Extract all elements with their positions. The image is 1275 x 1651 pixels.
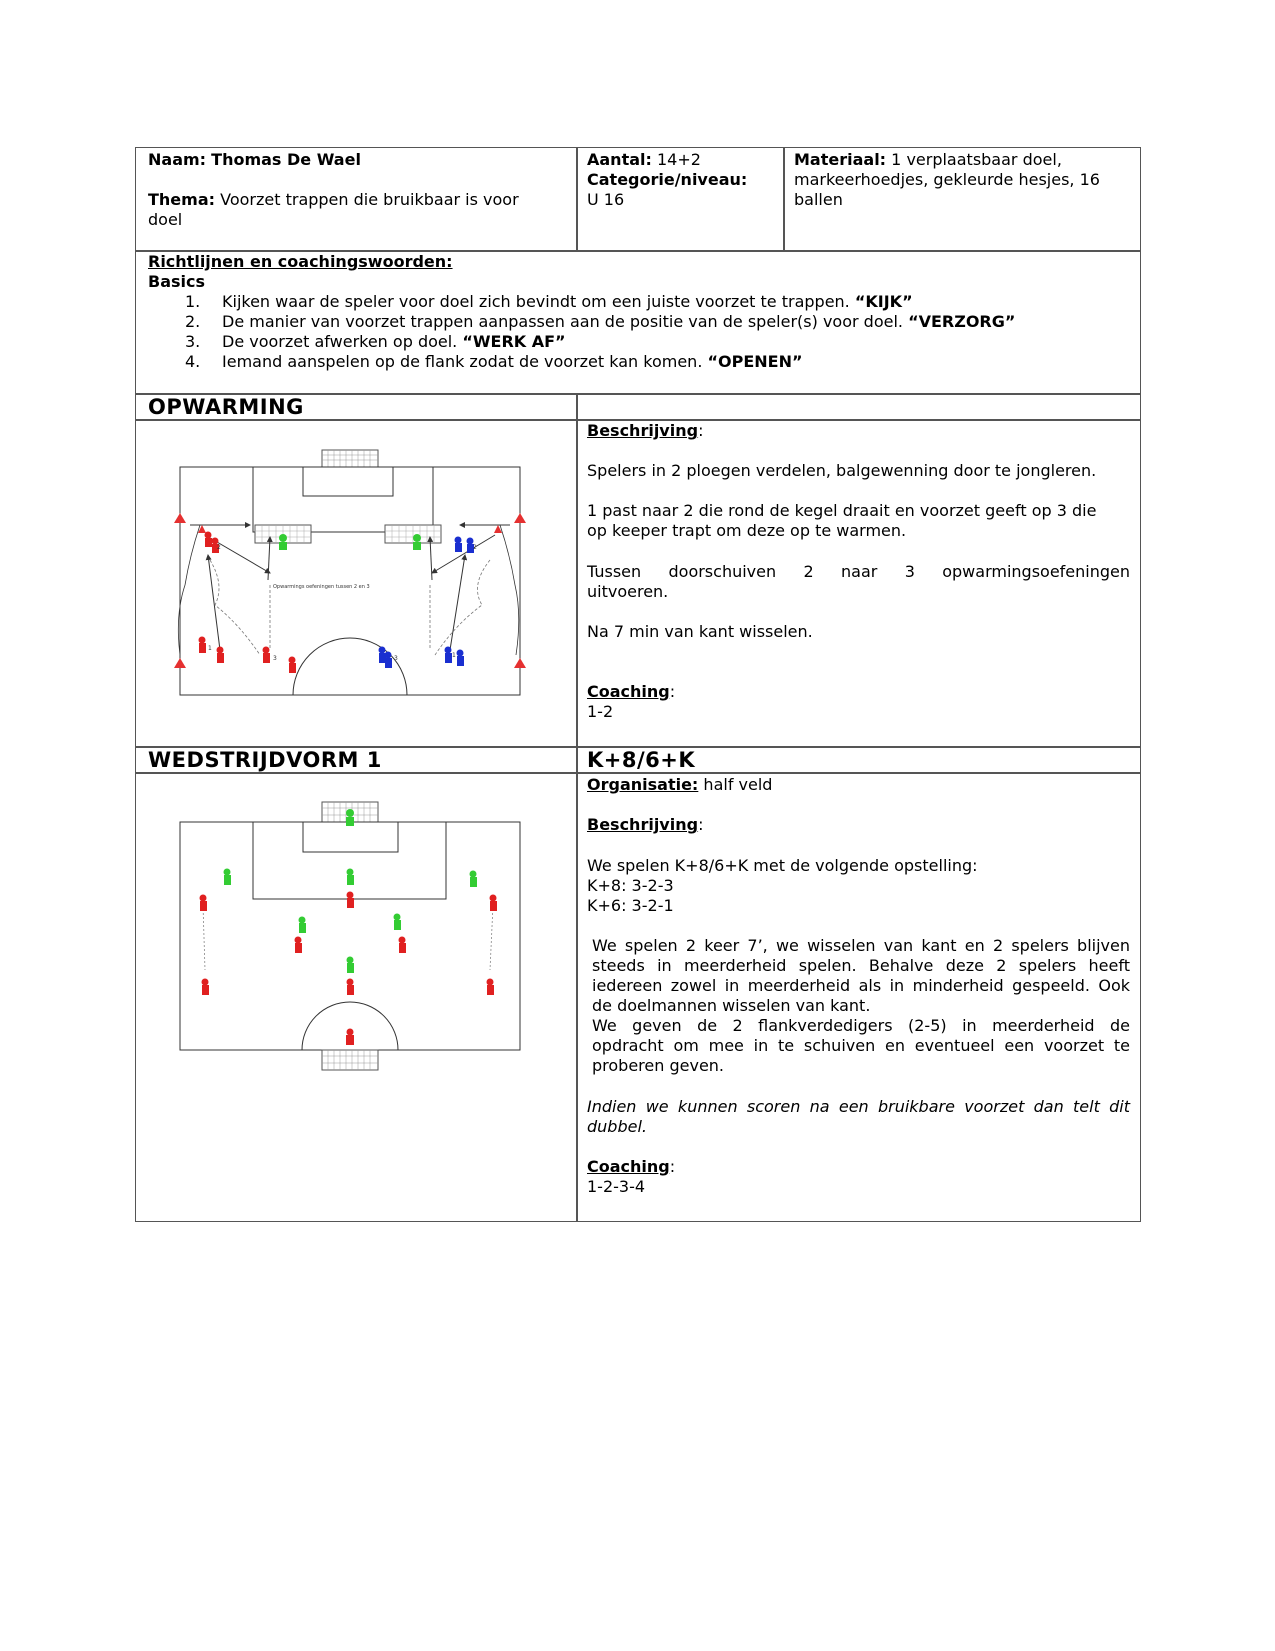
list-item-text: De manier van voorzet trappen aanpassen aan de positie van de speler(s) voor doel. [222,312,909,331]
thema-field [148,190,519,210]
goal-net-bottom [322,1050,378,1070]
aantal-value: 14+2 [657,150,701,169]
wv-p4-4: de doelmannen wisselen van kant. [592,996,871,1015]
organisatie-value: half veld [703,775,773,794]
red-player [202,979,210,996]
wv-p3: K+6: 3-2-1 [587,896,674,915]
wv-p4-2: steeds in meerderheid spelen. Behalve deze 2 spelers heeft [592,956,1130,975]
keeper-left [279,534,287,550]
wv-coaching-value: 1-2-3-4 [587,1177,646,1196]
green-player [347,869,355,886]
guidelines-subtitle: Basics [148,272,206,291]
list-item [222,292,913,312]
opwarming-p3-1: Tussen doorschuiven 2 naar 3 opwarmingsoefeningen [587,562,1130,581]
red-keeper [346,1029,354,1046]
materiaal-value-2: markeerhoedjes, gekleurde hesjes, 16 [794,170,1100,189]
red-player [263,647,271,664]
organisatie-label: Organisatie: [587,775,699,794]
player-number: 2 [217,544,221,551]
opwarming-p4: Na 7 min van kant wisselen. [587,622,813,641]
goal-area [303,467,393,496]
blue-player [457,650,465,667]
green-player [347,957,355,974]
opwarming-beschrijving: Beschrijving: [587,421,704,440]
opwarming-p2-1: 1 past naar 2 die rond de kegel draait en voorzet geeft op 3 die [587,501,1097,520]
categorie-value: U 16 [587,190,625,209]
red-player [200,895,208,912]
beschrijving-label: Beschrijving [587,421,699,440]
list-item [185,312,200,332]
column-divider [783,147,785,250]
red-player [399,937,407,954]
thema-value: Voorzet trappen die bruikbaar is voor [220,190,519,209]
list-item [222,352,803,372]
wv-p5-3: proberen geven. [592,1056,725,1075]
player-number: 3 [273,655,277,662]
wv-p1: We spelen K+8/6+K met de volgende opstelling: [587,856,978,875]
wv-coaching: Coaching: [587,1157,676,1176]
wv-p6-1: Indien we kunnen scoren na een bruikbare voorzet dan telt dit [587,1097,1130,1116]
wedstrijdvorm-format: K+8/6+K [587,748,696,772]
player-numbers [208,544,477,662]
wedstrijdvorm-beschrijving: Beschrijving: [587,815,704,834]
list-item-keyword: “VERZORG” [908,312,1016,331]
green-players [224,809,478,973]
green-player [299,917,307,934]
red-player [205,532,213,548]
green-player [394,914,402,931]
list-item [222,332,566,352]
diagram-caption: Opwarmings oefeningen tussen 2 en 3 [273,584,370,590]
red-player [347,979,355,996]
blue-player [385,652,393,669]
red-player [289,657,297,674]
player-number: 3 [394,655,398,662]
green-player [470,871,478,888]
opwarming-p1: Spelers in 2 ploegen verdelen, balgewenning door te jongleren. [587,461,1097,480]
list-item-keyword: “OPENEN” [707,352,803,371]
aantal-field [587,150,701,170]
list-item-number: 1. [185,292,201,311]
naam-value: Thomas De Wael [211,150,361,169]
list-item-keyword: “KIJK” [854,292,913,311]
beschrijving-label: Beschrijving [587,815,699,834]
thema-value-cont: doel [148,210,183,229]
opwarming-coaching: Coaching: [587,682,676,701]
opwarming-p3-2: uitvoeren. [587,582,669,601]
materiaal-value-3: ballen [794,190,843,209]
cones [174,513,526,668]
wedstrijdvorm-heading: WEDSTRIJDVORM 1 [148,748,382,772]
list-item [222,312,1015,332]
row-divider [135,772,1141,774]
wv-p6-2: dubbel. [587,1117,647,1136]
list-item [185,332,200,352]
naam-field [148,150,361,170]
column-divider [576,393,578,1222]
materiaal-label: Materiaal: [794,150,887,169]
thema-label: Thema: [148,190,216,209]
opwarming-coaching-value: 1-2 [587,702,614,721]
wv-p5-1: We geven de 2 flankverdedigers (2-5) in meerderheid de [592,1016,1130,1035]
coaching-label: Coaching [587,1157,670,1176]
goal-net [322,450,378,467]
goal-area [303,822,398,852]
penalty-area [253,822,446,899]
pitch-outline [180,467,520,695]
green-player [224,869,232,886]
blue-player [455,537,463,553]
list-item-text: De voorzet afwerken op doel. [222,332,463,351]
coaching-label: Coaching [587,682,670,701]
categorie-label: Categorie/niveau: [587,170,748,189]
penalty-area [253,467,433,532]
red-player [347,892,355,909]
blue-player [445,647,453,664]
opwarming-heading: OPWARMING [148,395,304,419]
green-keeper [346,809,354,826]
aantal-label: Aantal: [587,150,652,169]
organisatie-field [587,775,772,795]
red-player [295,937,303,954]
red-player [490,895,498,912]
player-number: 1 [208,645,212,652]
player-number: 2 [473,544,477,551]
red-player [217,647,225,664]
list-item-number: 2. [185,312,201,331]
player-number: 1 [452,652,456,659]
red-player [487,979,495,996]
list-item [185,292,200,312]
warmup-field-diagram [170,445,535,715]
pitch-outline [180,822,520,1050]
list-item-number: 4. [185,352,201,371]
red-players [199,532,297,674]
column-divider [576,147,578,250]
wv-p4-3: iedereen zowel in meerderheid als in minderheid gespeeld. Ook [592,976,1130,995]
red-player [199,637,207,654]
list-item-text: Kijken waar de speler voor doel zich bevindt om een juiste voorzet te trappen. [222,292,855,311]
guidelines-title: Richtlijnen en coachingswoorden: [148,252,453,271]
list-item [185,352,200,372]
list-item-keyword: “WERK AF” [462,332,566,351]
opwarming-p2-2: op keeper trapt om deze op te warmen. [587,521,907,540]
wv-p5-2: opdracht om mee in te schuiven en eventueel een voorzet te [592,1036,1130,1055]
naam-label: Naam: [148,150,207,169]
keeper-right [413,534,421,550]
materiaal-value: 1 verplaatsbaar doel, [891,150,1062,169]
wv-p4-1: We spelen 2 keer 7’, we wisselen van kant en 2 spelers blijven [592,936,1130,955]
list-item-text: Iemand aanspelen op de flank zodat de voorzet kan komen. [222,352,708,371]
match-field-diagram [170,795,535,1075]
materiaal-field [794,150,1062,170]
wv-p2: K+8: 3-2-3 [587,876,674,895]
list-item-number: 3. [185,332,201,351]
